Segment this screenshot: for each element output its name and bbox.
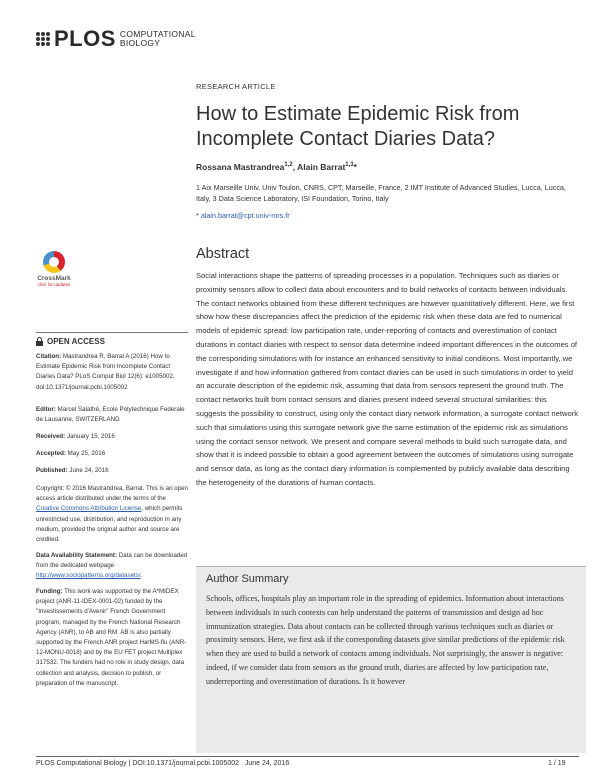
citation-block: Citation: Mastrandrea R, Barrat A (2016) How to Estimate Epidemic Risk from Incomplete Contact Diaries Data? PLoS Comput Biol 12(6): e1005002. doi:10.1371/journal.pcbi.1005002 [36, 353, 175, 391]
author-affil-sup: 1,3 [345, 162, 354, 169]
editor-block: Editor: Marcel Salathé, Ecole Polytechnique Federale de Lausanne, SWITZERLAND [36, 406, 185, 424]
journal-name: COMPUTATIONAL BIOLOGY [119, 29, 196, 48]
footer-rule [36, 756, 579, 757]
article-title: How to Estimate Epidemic Risk from Incomplete Contact Diaries Data? [196, 103, 520, 150]
copyright-block: Copyright: © 2016 Mastrandrea, Barrat. This is an open access article distributed under the terms of the Creative Commons Attribution License, which permits unrestricted use, distribution, and reproduction in any medium, provided the original author and source are credited. [36, 485, 188, 544]
brand-name: PLOS [54, 26, 116, 51]
abstract-text: Social interactions shape the patterns of spreading processes in a population. Techniques such as diaries or proximity sensors allow to collect data about encounters and to build networks of contacts between individuals. The contact networks obtained from these different techniques are however quantitatively different. Here, we first show how these discrepancies affect the prediction of the epidemic risk when these data are fed to numerical models of epidemic spread: low participation rate, under-reporting of contacts and overestimation of contact durations in contact diaries with respect to sensor data determine indeed important differences in the outcomes of the corresponding simulations with for instance an enhanced sensitivity to initial conditions. Most importantly, we investigate if and how information gathered from contact diaries can be used in such simulations in order to yield an accurate description of the epidemic risk, assuming that data from sensors represent the ground truth. The contact networks built from contact sensors and diaries present indeed several structural similarities: this suggests the possibility to construct, using only the contact diary network information, a surrogate contact network such that simulations using this surrogate network give the same estimation of the epidemic risk as simulations using the contact sensor network. We present and compare several methods to build such surrogate data, and show that it is indeed possible to obtain a good agreement between the outcomes of simulations using surrogate and sensor data, as long as the contact diary information is complemented by publicly available data describing the heterogeneity of the durations of human contacts. [196, 271, 578, 487]
data-availability-block: Data Availability Statement: Data can be downloaded from the dedicated webpage http://www.sociopatterns.org/datasets/. [36, 552, 188, 580]
article-type: RESEARCH ARTICLE [196, 82, 276, 91]
author-separator: , [292, 162, 298, 172]
crossmark-icon [43, 251, 65, 273]
author-summary-text: Schools, offices, hospitals play an important role in the spreading of epidemics. Information about interactions between individuals in such contexts can help understand the patterns of transmission and design ad hoc immunization strategies. Data about contacts can be collected through various techniques such as diaries or proximity sensors. Here, we first ask if the corresponding datasets give similar predictions of the epidemic risk when they are used to build a network of contacts among individuals. Not surprisingly, the answer is negative: indeed, if we consider data from sensors as the ground truth, diaries are affected by low participation rate, underreporting and overestimation of durations. Is it however [206, 594, 565, 686]
author-summary-heading: Author Summary [206, 573, 289, 585]
license-link[interactable]: Creative Commons Attribution License [36, 505, 142, 513]
funding-block: Funding: This work was supported by the A*MIDEX project (ANR-11-IDEX-0001-02) funded by the "Investissements d'Avenir" French Government program, managed by the French National Research Agency (ANR), to AB and RM. AB is also partially supported by the French ANR project HarMS-flu (ANR-12-MONU-0018) and by the EU FET project Multiplex 317532. The funders had no role in study design, data collection and analysis, decision to publish, or preparation of the manuscript. [36, 588, 187, 687]
affiliations: 1 Aix Marseille Univ, Univ Toulon, CNRS, CPT, Marseille, France, 2 IMT Institute of Advanced Studies, Lucca, Lucca, Italy, 3 Data Science Laboratory, ISI Foundation, Torino, Italy [196, 183, 566, 203]
crossmark-badge[interactable] [36, 251, 72, 287]
dataset-link[interactable]: http://www.sociopatterns.org/datasets/ [36, 572, 141, 580]
received-date: Received: January 15, 2016 [36, 433, 115, 440]
author-name: Rossana Mastrandrea [196, 162, 285, 172]
open-lock-icon [36, 337, 43, 346]
plos-logo[interactable] [36, 27, 196, 51]
sidebar-divider [36, 332, 188, 333]
crossmark-label: CrossMark [37, 275, 71, 282]
abstract-heading: Abstract [196, 246, 250, 262]
corresponding-email[interactable]: * alain.barrat@cpt.univ-mrs.fr [196, 211, 290, 220]
accepted-date: Accepted: May 25, 2016 [36, 450, 106, 457]
published-date: Published: June 24, 2016 [36, 467, 109, 474]
crossmark-sublabel: click for updates [37, 282, 71, 287]
email-link[interactable]: alain.barrat@cpt.univ-mrs.fr [200, 211, 290, 220]
author-affil-sup: 1,2 [284, 162, 293, 169]
page-number: 1 / 19 [548, 760, 566, 767]
open-access-label: OPEN ACCESS [36, 337, 105, 346]
footer-citation: PLOS Computational Biology | DOI:10.1371/journal.pcbi.1005002 June 24, 2016 [36, 760, 290, 767]
author-list [196, 162, 357, 172]
corresponding-mark: * [353, 162, 357, 172]
author-name: Alain Barrat [297, 162, 346, 172]
plos-dots-icon [36, 32, 50, 46]
